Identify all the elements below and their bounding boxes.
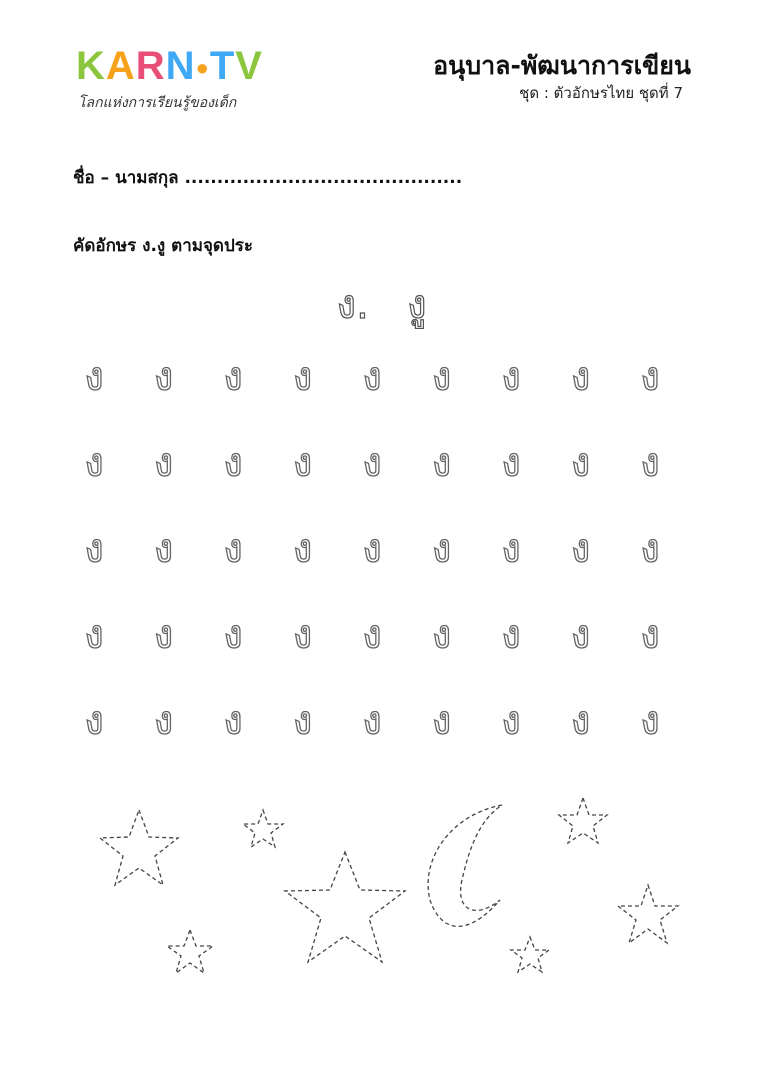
trace-letter: ง	[153, 440, 174, 486]
trace-letter: ง	[431, 440, 452, 486]
trace-letter: ง	[431, 612, 452, 658]
trace-letter: ง	[640, 698, 660, 744]
example-letter: ง.	[336, 282, 369, 328]
trace-letter: ง	[153, 526, 174, 572]
trace-letter: ง	[362, 526, 382, 572]
trace-letter: ง	[362, 612, 382, 658]
star-shape	[559, 798, 607, 843]
trace-letter: ง	[153, 698, 174, 744]
logo-tagline: โลกแห่งการเรียนรู้ของเด็ก	[78, 95, 237, 111]
trace-letter: ง	[84, 698, 104, 744]
trace-letter: ง	[362, 698, 382, 744]
trace-letter: ง	[292, 698, 313, 744]
trace-letter: ง	[431, 354, 452, 400]
example-word-text: งู	[406, 282, 427, 328]
trace-letter: ง	[84, 612, 104, 658]
trace-letter: ง	[292, 440, 313, 486]
star-shape	[167, 930, 213, 973]
trace-letter: ง	[640, 354, 660, 400]
trace-letter: ง	[153, 612, 174, 658]
tracing-grid	[64, 352, 704, 782]
logo-wordmark: KARN●TV	[76, 44, 263, 88]
trace-letter: ง	[640, 440, 660, 486]
trace-letter: ง	[292, 612, 313, 658]
moon-shape	[428, 805, 502, 926]
name-field-label: ชื่อ – นามสกุล ...........................................	[73, 168, 463, 188]
example-word	[0, 272, 763, 336]
star-shape	[285, 852, 405, 962]
trace-letter: ง	[570, 698, 591, 744]
trace-letter: ง	[292, 526, 313, 572]
tracing-row	[64, 696, 704, 782]
trace-letter: ง	[570, 354, 591, 400]
trace-letter: ง	[431, 526, 452, 572]
trace-letter: ง	[431, 698, 452, 744]
trace-letter: ง	[84, 354, 104, 400]
trace-letter: ง	[501, 354, 521, 400]
trace-letter: ง	[292, 354, 313, 400]
star-shape	[618, 885, 678, 943]
tracing-row	[64, 352, 704, 438]
instruction-text: คัดอักษร ง.งู ตามจุดประ	[73, 236, 253, 256]
tracing-row	[64, 524, 704, 610]
trace-letter: ง	[223, 526, 243, 572]
trace-letter: ง	[223, 612, 243, 658]
trace-letter: ง	[84, 526, 104, 572]
trace-letter: ง	[223, 698, 243, 744]
trace-letter: ง	[640, 526, 660, 572]
trace-letter: ง	[501, 526, 521, 572]
trace-letter: ง	[223, 440, 243, 486]
trace-letter: ง	[362, 440, 382, 486]
trace-letter: ง	[570, 526, 591, 572]
worksheet-title: อนุบาล-พัฒนาการเขียน	[433, 51, 691, 80]
trace-letter: ง	[640, 612, 660, 658]
trace-letter: ง	[84, 440, 104, 486]
stars-moon-picture	[80, 790, 700, 990]
worksheet-subtitle: ชุด : ตัวอักษรไทย ชุดที่ 7	[519, 84, 683, 102]
trace-letter: ง	[362, 354, 382, 400]
trace-letter: ง	[501, 440, 521, 486]
star-shape	[511, 937, 549, 972]
trace-letter: ง	[501, 612, 521, 658]
tracing-row	[64, 610, 704, 696]
trace-letter: ง	[501, 698, 521, 744]
karn-tv-logo	[76, 44, 286, 114]
star-shape	[100, 810, 178, 885]
star-shape	[243, 810, 283, 847]
trace-letter: ง	[223, 354, 243, 400]
tracing-row	[64, 438, 704, 524]
trace-letter: ง	[570, 440, 591, 486]
trace-letter: ง	[153, 354, 174, 400]
trace-letter: ง	[570, 612, 591, 658]
